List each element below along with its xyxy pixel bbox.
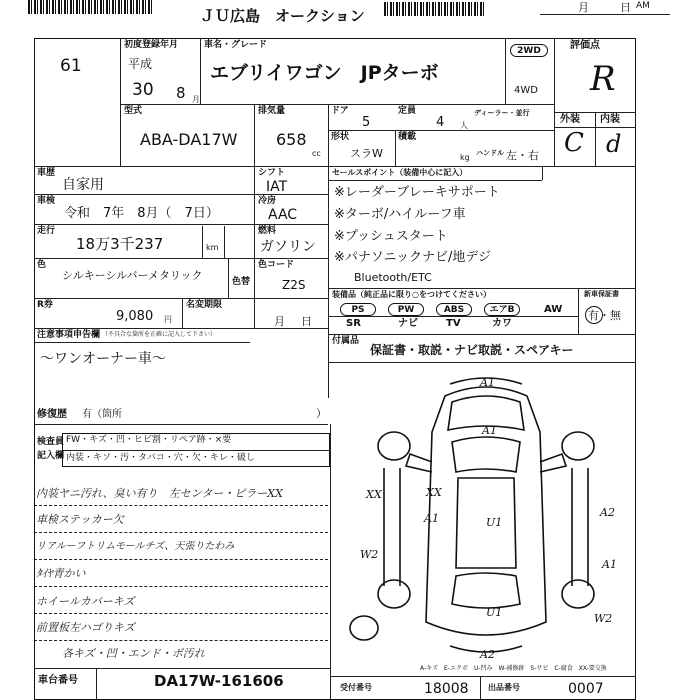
note-line-1 bbox=[34, 505, 328, 506]
remarks-bottom-line bbox=[34, 424, 328, 425]
reg-divider bbox=[200, 38, 201, 104]
note-line-4 bbox=[34, 586, 328, 587]
car-right-mirror bbox=[540, 454, 566, 472]
color-code: Z2S bbox=[282, 278, 306, 292]
displacement-unit: cc bbox=[312, 149, 321, 158]
grade-mid-divider bbox=[595, 112, 596, 166]
shape-divider bbox=[395, 130, 396, 166]
equip-airbag: エアB bbox=[484, 303, 520, 316]
equipment-top-line bbox=[328, 288, 636, 289]
equipment-bottom-line bbox=[328, 334, 636, 335]
mark-xx-left-outer: XX bbox=[366, 488, 382, 501]
wheel-rear-right bbox=[562, 580, 594, 608]
accessories-bottom-line bbox=[328, 362, 636, 363]
remarks-text: ～ワンオーナー車～ bbox=[40, 351, 166, 367]
mileage-label: 走行 bbox=[37, 226, 56, 236]
warranty-circle bbox=[585, 306, 603, 324]
recycle: 9,080 bbox=[116, 309, 154, 324]
wheel-front-left bbox=[378, 432, 410, 460]
note-4: ﾀｲﾔ青かい bbox=[36, 567, 86, 580]
lot-divider bbox=[120, 38, 121, 166]
mark-a1-right-rear: A1 bbox=[602, 558, 617, 571]
handle: 左・右 bbox=[506, 149, 539, 162]
mark-a2-right: A2 bbox=[600, 506, 615, 519]
damage-legend: A-キズ E-エクボ U-凹み W-補修跡 S-サビ C-腐食 XX-要交換 bbox=[420, 665, 607, 672]
inspector-row2: 内装・キソ・汚・タバコ・穴・欠・キレ・破し bbox=[66, 453, 255, 463]
name-change-unit: 月日 bbox=[274, 315, 328, 328]
sales-points-underline bbox=[328, 180, 542, 181]
equip-navi: ナビ bbox=[398, 318, 418, 329]
color-change-label: 色替 bbox=[232, 277, 251, 287]
drive-divider bbox=[505, 38, 506, 104]
car-left-mirror bbox=[406, 454, 432, 472]
score-label: 評価点 bbox=[570, 40, 600, 51]
remarks-label-underline bbox=[34, 342, 250, 343]
capacity: 4 bbox=[436, 115, 445, 130]
mileage-unit: km bbox=[206, 243, 219, 252]
chassis-number: DA17W-161606 bbox=[154, 672, 284, 690]
mark-w2-right-rear: W2 bbox=[594, 612, 613, 625]
sales-point-1: ※レーダーブレーキサポート bbox=[334, 185, 500, 200]
repair-value: 有（箇所 bbox=[82, 409, 122, 420]
load-label: 積載 bbox=[398, 132, 417, 142]
chassis-top-line bbox=[34, 668, 330, 669]
car-windshield bbox=[452, 437, 520, 472]
car-right-side bbox=[572, 468, 588, 586]
doors-line bbox=[328, 130, 554, 131]
fuel: ガソリン bbox=[260, 239, 316, 255]
exterior-label: 外装 bbox=[560, 114, 580, 125]
note-7: 各キズ・凹・エンド・ボ汚れ bbox=[62, 647, 205, 660]
inspection: 令和 7年 8月（ 7日） bbox=[64, 206, 219, 221]
note-6: 前置板左ハゴりキズ bbox=[36, 621, 135, 634]
recycle-unit: 円 bbox=[164, 315, 172, 324]
sales-points-label-end bbox=[542, 166, 543, 180]
dealer-label: ディーラー・並行 bbox=[474, 109, 530, 117]
usage-line2 bbox=[34, 224, 328, 225]
mileage: 18万3千237 bbox=[76, 235, 164, 253]
inspector-label: 検査員 bbox=[37, 437, 65, 447]
sales-point-4: ※パナソニックナビ/地デジ bbox=[334, 250, 492, 265]
model-divider bbox=[254, 104, 255, 166]
footer-mid-divider bbox=[480, 676, 481, 700]
inspector-grid-mid bbox=[62, 450, 330, 451]
registration-label: 初度登録年月 bbox=[124, 40, 179, 50]
interior-grade: d bbox=[606, 130, 622, 158]
shape-label: 形状 bbox=[331, 132, 350, 142]
accessories-label: 付属品 bbox=[332, 336, 360, 346]
mark-w2-left-rear: W2 bbox=[360, 548, 379, 561]
doors-label: ドア bbox=[331, 106, 349, 116]
equip-aw: AW bbox=[544, 304, 563, 315]
fill-label: 記入欄 bbox=[37, 451, 65, 461]
entry-label: 受付番号 bbox=[340, 683, 372, 692]
note-line-3 bbox=[34, 559, 328, 560]
mark-u1-rear: U1 bbox=[486, 606, 503, 619]
usage-divider bbox=[254, 166, 255, 328]
mark-u1-roof: U1 bbox=[486, 516, 503, 529]
warranty-value: 有・無 bbox=[588, 309, 621, 322]
vehicle-name: エブリイワゴン JPターボ bbox=[210, 62, 439, 84]
color-divider bbox=[228, 258, 229, 298]
equipment-divider bbox=[578, 288, 579, 334]
color: シルキーシルバーメタリック bbox=[62, 269, 203, 282]
usage-line5 bbox=[34, 328, 328, 329]
shift-label: シフト bbox=[258, 168, 286, 178]
usage-line1 bbox=[34, 194, 328, 195]
footer-top-line bbox=[330, 676, 636, 677]
note-1: 内装ヤニ汚れ、臭い有り 左センター・ピラーXX bbox=[36, 487, 283, 500]
ac: AAC bbox=[268, 207, 298, 223]
mark-a1-hood: A1 bbox=[482, 424, 497, 437]
fuel-label: 燃料 bbox=[258, 226, 277, 236]
sales-points-label: セールスポイント（装備中心に記入） bbox=[332, 168, 468, 177]
equip-sr: SR bbox=[346, 318, 361, 329]
color-label: 色 bbox=[37, 260, 47, 270]
entry-number: 18008 bbox=[424, 681, 469, 697]
registration-month-unit: 月 bbox=[192, 95, 200, 104]
header-title: ＪＵ広島 オークション bbox=[200, 7, 365, 25]
drive-2wd: 2WD bbox=[510, 44, 548, 57]
shift: IAT bbox=[266, 179, 288, 195]
equip-tv: TV bbox=[446, 318, 461, 329]
vehicle-name-label: 車名・グレード bbox=[204, 40, 268, 50]
mark-a2-rear: A2 bbox=[480, 648, 495, 660]
equip-abs: ABS bbox=[436, 303, 472, 316]
exhibit-label: 出品番号 bbox=[488, 683, 520, 692]
accessories: 保証書・取説・ナビ取説・スペアキー bbox=[370, 343, 574, 357]
chassis-label: 車台番号 bbox=[38, 675, 78, 686]
chassis-right-divider bbox=[330, 424, 331, 700]
exterior-grade: C bbox=[564, 128, 584, 158]
header-barcode-right bbox=[384, 2, 484, 16]
registration-month: 8 bbox=[176, 84, 186, 102]
mark-a1-left-door: A1 bbox=[424, 512, 439, 525]
warranty-label: 新車保証書 bbox=[584, 290, 619, 298]
drive-4wd: 4WD bbox=[514, 85, 538, 96]
header-day-suffix: AM bbox=[636, 1, 650, 11]
repair-close-paren: ） bbox=[316, 407, 327, 420]
mileage-unit-divider-2 bbox=[224, 226, 225, 258]
remarks-sub-label: （不具合な箇所を正確に記入して下さい） bbox=[102, 331, 217, 338]
header-day: 日 bbox=[620, 1, 631, 14]
note-line-5 bbox=[34, 613, 328, 614]
displacement-divider bbox=[328, 104, 329, 166]
registration-era: 平成 bbox=[128, 57, 153, 71]
note-5: ホイールカバーキズ bbox=[36, 595, 135, 608]
exhibit-number: 0007 bbox=[568, 681, 604, 697]
model-code: ABA-DA17W bbox=[140, 130, 238, 149]
doors: 5 bbox=[362, 115, 371, 130]
grade-divider bbox=[554, 38, 555, 166]
remarks-label: 注意事項申告欄 bbox=[37, 330, 101, 340]
wheel-front-right bbox=[562, 432, 594, 460]
inspection-label: 車検 bbox=[37, 196, 56, 206]
interior-label: 内装 bbox=[600, 114, 620, 125]
equip-pw: PW bbox=[388, 303, 424, 316]
note-3: リアルーフトリムモールチズ、天張りたわみ bbox=[36, 541, 235, 552]
car-rear-window bbox=[452, 573, 520, 608]
score: R bbox=[590, 59, 616, 99]
note-line-2 bbox=[34, 532, 328, 533]
handle-label: ハンドル bbox=[476, 149, 504, 157]
ac-label: 冷房 bbox=[258, 196, 277, 206]
mark-a1-front: A1 bbox=[480, 376, 495, 389]
spare-wheel bbox=[350, 616, 378, 640]
mileage-unit-divider bbox=[202, 226, 203, 258]
displacement: 658 bbox=[276, 130, 307, 149]
shape: スラW bbox=[350, 147, 383, 160]
equip-ps: PS bbox=[340, 303, 376, 316]
equip-leather: カワ bbox=[492, 318, 512, 329]
header-date-underline bbox=[540, 14, 670, 15]
equipment-mid-line bbox=[328, 316, 578, 317]
usage-line3 bbox=[34, 258, 328, 259]
displacement-label: 排気量 bbox=[258, 106, 286, 116]
car-left-side bbox=[384, 468, 400, 586]
color-code-label: 色コード bbox=[258, 260, 295, 270]
sales-point-2: ※ターボ/ハイルーフ車 bbox=[334, 207, 466, 222]
car-damage-diagram bbox=[340, 372, 632, 660]
row2-line bbox=[34, 166, 636, 167]
usage-line4 bbox=[34, 298, 328, 299]
capacity-unit: 人 bbox=[460, 121, 468, 130]
lot-number: 61 bbox=[60, 56, 82, 76]
inspector-row1: FW・キズ・凹・ヒビ割・リペア跡・×要 bbox=[66, 435, 232, 445]
header-month: 月 bbox=[578, 1, 589, 14]
load-unit: kg bbox=[460, 153, 470, 162]
usage-value: 自家用 bbox=[62, 177, 104, 193]
header-barcode-left bbox=[28, 0, 154, 14]
model-label: 型式 bbox=[124, 106, 143, 116]
row1-line bbox=[120, 104, 554, 105]
chassis-divider bbox=[96, 668, 97, 700]
recycle-label: R券 bbox=[37, 300, 53, 310]
capacity-label: 定員 bbox=[398, 106, 417, 116]
note-2: 車検ステッカー欠 bbox=[36, 513, 124, 526]
usage-right-divider bbox=[328, 166, 329, 398]
sales-point-5: Bluetooth/ETC bbox=[354, 271, 432, 284]
mark-xx-left-inner: XX bbox=[426, 486, 442, 499]
recycle-divider bbox=[182, 298, 183, 328]
repair-label: 修復歴 bbox=[37, 409, 67, 420]
sales-point-3: ※プッシュスタート bbox=[334, 229, 448, 244]
equipment-label: 装備品（純正品に限り○をつけてください） bbox=[332, 290, 491, 299]
note-line-6 bbox=[34, 640, 328, 641]
name-change-label: 名変期限 bbox=[186, 300, 223, 310]
wheel-rear-left bbox=[378, 580, 410, 608]
registration-year: 30 bbox=[132, 80, 154, 100]
usage-label: 車歴 bbox=[37, 168, 56, 178]
